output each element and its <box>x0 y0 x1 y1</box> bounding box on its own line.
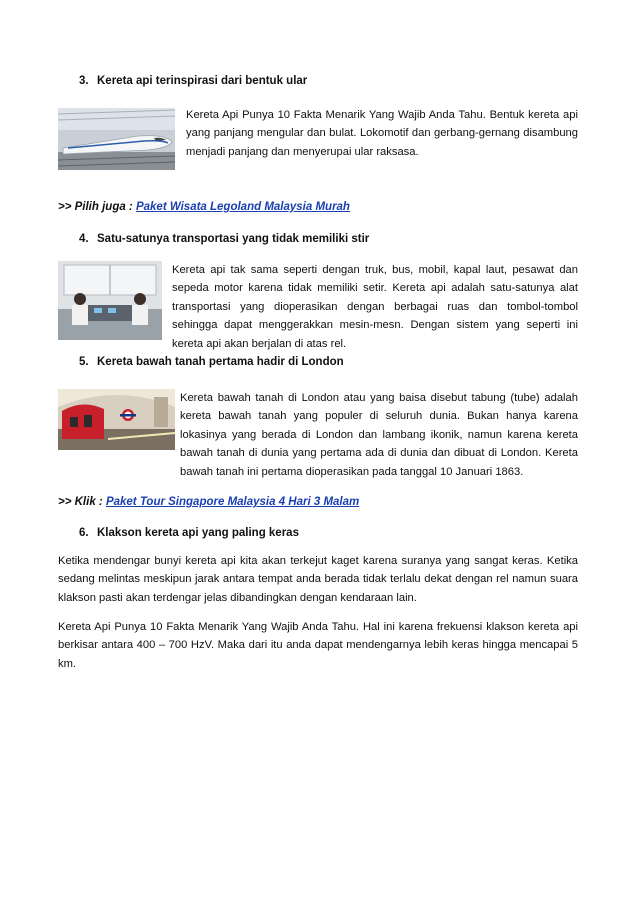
section-6-number: 6. <box>79 527 89 539</box>
section-6-heading <box>79 527 299 539</box>
section-5-number: 5. <box>79 356 89 368</box>
section-3-title: Kereta api terinspirasi dari bentuk ular <box>97 75 308 87</box>
bullet-train-photo <box>58 108 175 170</box>
section-4-number: 4. <box>79 233 89 245</box>
legoland-package-link[interactable]: Paket Wisata Legoland Malaysia Murah <box>135 201 350 213</box>
section-6-body-2: Kereta Api Punya 10 Fakta Menarik Yang Wajib Anda Tahu. Hal ini karena frekuensi klakson kereta api berkisar antara 400 – 700 HzV. Maka dari itu anda dapat mendengarnya lebih keras hingga mencapai 5 km. <box>58 621 578 670</box>
section-4-body: Kereta api tak sama seperti dengan truk, bus, mobil, kapal laut, pesawat dan sepeda motor karena tidak memiliki setir. Kereta api adalah satu-satunya alat transportasi yang dioperasikan dengan berbagai ruas dan tombol-tombol sehingga dapat menggerakkan mesin-mesn. Dengan sistem yang seperti ini kereta api akan berjalan di atas rel. <box>172 264 578 350</box>
klik-prefix: >> Klik : <box>58 496 106 508</box>
section-3-body: Kereta Api Punya 10 Fakta Menarik Yang Wajib Anda Tahu. Bentuk kereta api yang panjang mengular dan bulat. Lokomotif dan gerbang-gernang disambung menjadi panjang dan menyerupai ular raksasa. <box>186 109 578 158</box>
section-3-number: 3. <box>79 75 89 87</box>
london-tube-photo <box>58 389 175 450</box>
train-cab-photo <box>58 261 162 340</box>
tour-singapore-link[interactable]: Paket Tour Singapore Malaysia 4 Hari 3 Malam <box>105 496 360 508</box>
section-6-title: Klakson kereta api yang paling keras <box>97 527 299 539</box>
section-5-title: Kereta bawah tanah pertama hadir di London <box>97 356 344 368</box>
section-4-title: Satu-satunya transportasi yang tidak memiliki stir <box>97 233 370 245</box>
section-5-body: Kereta bawah tanah di London atau yang baisa disebut tabung (tube) adalah kereta bawah tanah yang populer di seluruh dunia. Bukan hanya karena lokasinya yang berada di London dan lambang ikonik, namun karena kereta bawah tanah di dunia yang pertama ada di dunia dan dibuat di London. Kereta bawah tanah ini pertama dioperasikan pada tanggal 10 Januari 1863. <box>180 392 578 478</box>
section-6-body-1: Ketika mendengar bunyi kereta api kita akan terkejut kaget karena suranya yang sangat keras. Ketika sedang melintas meskipun jarak antara tempat anda berada tidak terlalu dekat dengan rel namun suara klakson pasti akan terdengar jelas dibandingkan dengan kendaraan lain. <box>58 555 578 604</box>
section-3-heading <box>79 75 307 87</box>
section-4-heading <box>79 233 369 245</box>
section-5-heading <box>79 356 344 368</box>
pilih-juga-prefix: >> Pilih juga : <box>58 201 136 213</box>
klik-line <box>58 496 359 508</box>
pilih-juga-line <box>58 201 350 213</box>
